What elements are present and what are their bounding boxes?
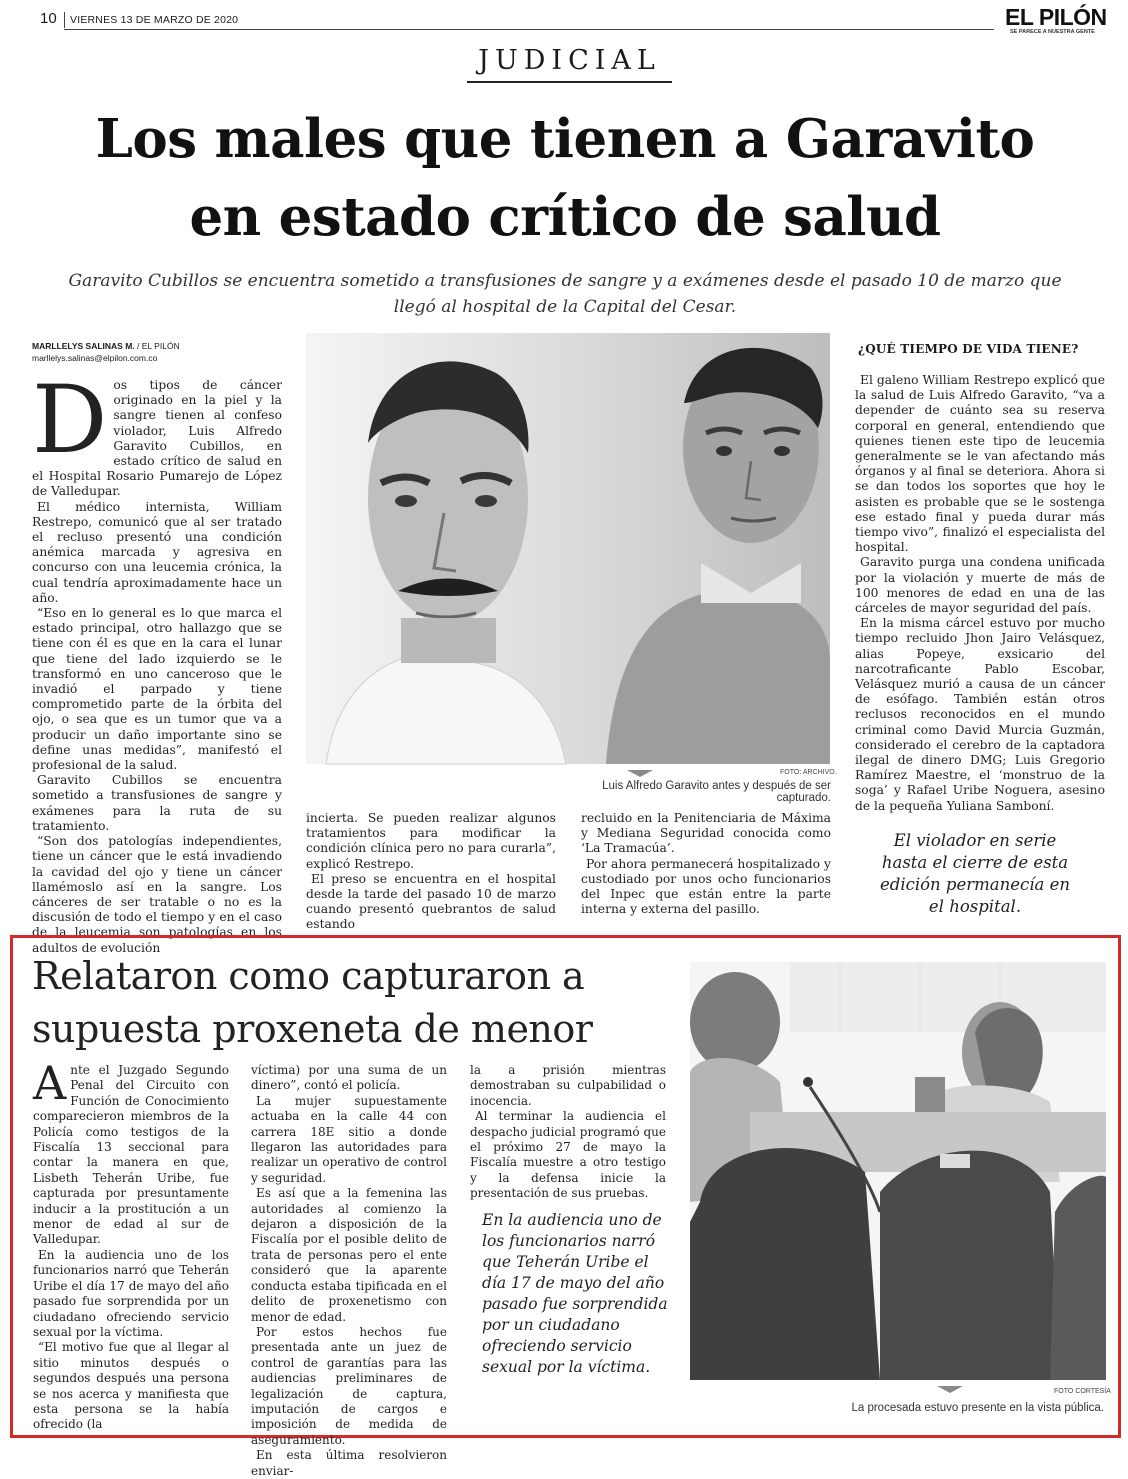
pull-quote: El violador en serie hasta el cierre de esta edición permanecía en el hospital.: [880, 831, 1071, 916]
article-headline: [20, 100, 1110, 256]
paragraph: Por estos hechos fue presentada ante un juez de control de garantías para las audiencias preliminares de legalización de captura, imputación de cargos e imposición de medida de aseguramiento.: [251, 1324, 447, 1447]
paragraph: La mujer supuestamente actuaba en la calle 44 con carrera 18E sitio a donde llegaron las autoridades para realizar un operativo de control y seguridad.: [251, 1093, 447, 1185]
issue-date: VIERNES 13 DE MARZO DE 2020: [70, 14, 239, 26]
photo-garavito-before-after: [306, 333, 830, 764]
photo-caption: La procesada estuvo presente en la vista pública.: [851, 1402, 1104, 1414]
drop-cap: A: [33, 1056, 67, 1110]
article2-column-1: [33, 1056, 229, 1432]
paragraph: incierta. Se pueden realizar algunos tratamientos para modificar la condición clínica pero no para curarla”, explicó Restrepo.: [306, 811, 556, 871]
headline-line-1: Relataron como capturaron a: [32, 954, 585, 998]
section-label: JUDICIAL: [478, 45, 661, 76]
article-subhead: Garavito Cubillos se encuentra sometido a transfusiones de sangre y a exámenes desde el pasado 10 de marzo que llegó al hospital de la Capital del Cesar.: [68, 271, 1062, 317]
paragraph: nte el Juzgado Segundo Penal del Circuito con Función de Conocimiento comparecieron miembros de la Policía como testigos de la Fiscalía 13 seccional para contar la manera en que, Lisbeth Teherán Uribe, fue capturada por presuntamente inducir a la prostitución a un menor de edad al sur de Valledupar.: [33, 1063, 229, 1247]
section-rule: [467, 81, 672, 83]
paragraph: recluido en la Penitenciaria de Máxima y Mediana Seguridad conocida como ‘La Tramacúa’.: [581, 811, 831, 856]
byline: [32, 340, 180, 364]
photo-caption: Luis Alfredo Garavito antes y después de ser capturado.: [602, 780, 831, 804]
sidebar-column: [855, 373, 1105, 814]
paragraph: Es así que a la femenina las autoridades al comienzo la dejaron a disposición de la Fiscalía por el posible delito de trata de personas pero el ente consideró que la aparente conducta estaba tipificada en el delito de proxenetismo con menor de edad.: [251, 1186, 447, 1324]
paragraph: Al terminar la audiencia el despacho judicial programó que el próximo 27 de mayo la Fiscalía muestre a otro testigo y la defensa inicie la presentación de sus pruebas.: [470, 1109, 666, 1201]
paragraph: En esta última resolvieron enviar-: [251, 1448, 447, 1478]
paragraph: El médico internista, William Restrepo, comunicó que al ser tratado el recluso presentó una condición anémica marcada y agresiva en concurso con una leucemia crónica, la cual tendría aproximadamente hace un año.: [32, 499, 282, 605]
article1-column-3: [581, 811, 831, 917]
paragraph: Garavito purga una condena unificada por la violación y muerte de más de 100 menores de edad en una de las cárceles de mayor seguridad del país.: [855, 555, 1105, 616]
header-separator: [64, 12, 65, 28]
article1-column-2: [306, 811, 556, 933]
headline-line-2: en estado crítico de salud: [189, 186, 941, 248]
byline-outlet: / EL PILÓN: [137, 341, 180, 351]
article2-headline: [32, 950, 682, 1056]
paragraph: “Son dos patologías independientes, tiene un cáncer que le está invadiendo la cavidad del ojo y tiene un cáncer llamémoslo así en la sangre. Los cánceres de ser tratable o no es la discusión de todo el tiempo y en el caso de la leucemia son patologías en los adultos de evolución: [32, 834, 282, 955]
article2-column-3: [470, 1063, 666, 1202]
article1-photo: [306, 333, 830, 764]
paragraph: El preso se encuentra en el hospital desde la tarde del pasado 10 de marzo cuando presentó quebrantos de salud estando: [306, 871, 556, 932]
logo-tagline: SE PARECE A NUESTRA GENTE: [1010, 29, 1095, 35]
newspaper-logo: EL PILÓN: [1005, 4, 1107, 30]
paragraph: víctima) por una suma de un dinero”, contó el policía.: [251, 1063, 447, 1093]
paragraph: os tipos de cáncer originado en la piel y la sangre tienen al confeso violador, Luis Alfredo Garavito Cubillos, en estado crítico de salud en el Hospital Rosario Pumarejo de López de Valledupar.: [32, 378, 282, 499]
paragraph: El galeno William Restrepo explicó que la salud de Luis Alfredo Garavito, “va a depender de cuánto sea su reserva corporal en general, entendiendo que quienes tienen este tipo de leucemia generalmente se le van afectando más órganos y al final se deteriora. Ahora si se dan todos los soportes que hoy le asisten es probable que se le sostenga ese estado final y pueda durar más tiempo vivo”, finalizó el especialista del hospital.: [855, 373, 1105, 555]
headline-line-1: Los males que tienen a Garavito: [95, 108, 1035, 170]
article2-photo: [690, 962, 1106, 1380]
drop-cap: D: [32, 366, 108, 475]
byline-email: marllelys.salinas@elpilon.com.co: [32, 353, 158, 363]
paragraph: la a prisión mientras demostraban su culpabilidad o inocencia.: [470, 1063, 666, 1108]
byline-author: MARLLELYS SALINAS M.: [32, 341, 135, 351]
article1-column-1: [32, 366, 282, 955]
paragraph: Por ahora permanecerá hospitalizado y custodiado por unos ocho funcionarios del Inpec que están entre la parte interna y externa del pasillo.: [581, 856, 831, 917]
paragraph: En la audiencia uno de los funcionarios narró que Teherán Uribe el día 17 de mayo del año pasado fue sorprendida por un ciudadano ofreciendo servicio sexual por la víctima.: [33, 1247, 229, 1339]
caption-arrow-icon: [627, 770, 653, 777]
article2-column-2: [251, 1063, 447, 1478]
paragraph: Garavito Cubillos se encuentra sometido a transfusiones de sangre y exámenes para la ruta de su tratamiento.: [32, 773, 282, 833]
pull-quote: En la audiencia uno de los funcionarios narró que Teherán Uribe el día 17 de mayo del año pasado fue sorprendida por un ciudadano ofreciendo servicio sexual por la víctima.: [482, 1211, 668, 1376]
header-rule: [64, 29, 994, 30]
sidebar-heading: ¿QUÉ TIEMPO DE VIDA TIENE?: [858, 342, 1079, 356]
paragraph: En la misma cárcel estuvo por mucho tiempo recluido Jhon Jairo Velásquez, alias Popeye, exsicario del narcotraficante Pablo Escobar, Velásquez murió a causa de un cáncer de esófago. También están otros reclusos reconocidos en el mundo criminal como David Murcia Guzmán, considerado el cerebro de la captadora ilegal de dinero DMG; Luis Gregorio Ramírez Maestre, el ‘monstruo de la soga’ y Rafael Uribe Noguera, asesino de la pequeña Yuliana Samboní.: [855, 616, 1105, 813]
headline-line-2: supuesta proxeneta de menor: [32, 1007, 593, 1051]
caption-arrow-icon: [937, 1386, 963, 1393]
paragraph: “El motivo fue que al llegar al sitio minutos después o segundos después una persona se nos acerca y manifiesta que esta persona se la había ofrecido (la: [33, 1340, 229, 1432]
photo-courtroom: [690, 962, 1106, 1380]
photo-credit: FOTO CORTESÍA: [1054, 1388, 1111, 1395]
paragraph: “Eso en lo general es lo que marca el estado principal, otro hallazgo que se tiene con él es que en la cara el lunar que tiene del lado izquierdo se le transformó en uno canceroso que le invadió el parpado y tiene comprometido parte de la órbita del ojo, o sea que es un tumor que va a producir un daño importante sino se define unas medidas”, manifestó el profesional de la salud.: [32, 606, 282, 773]
page-number: 10: [40, 10, 57, 27]
photo-credit: FOTO: ARCHIVO.: [780, 769, 837, 776]
